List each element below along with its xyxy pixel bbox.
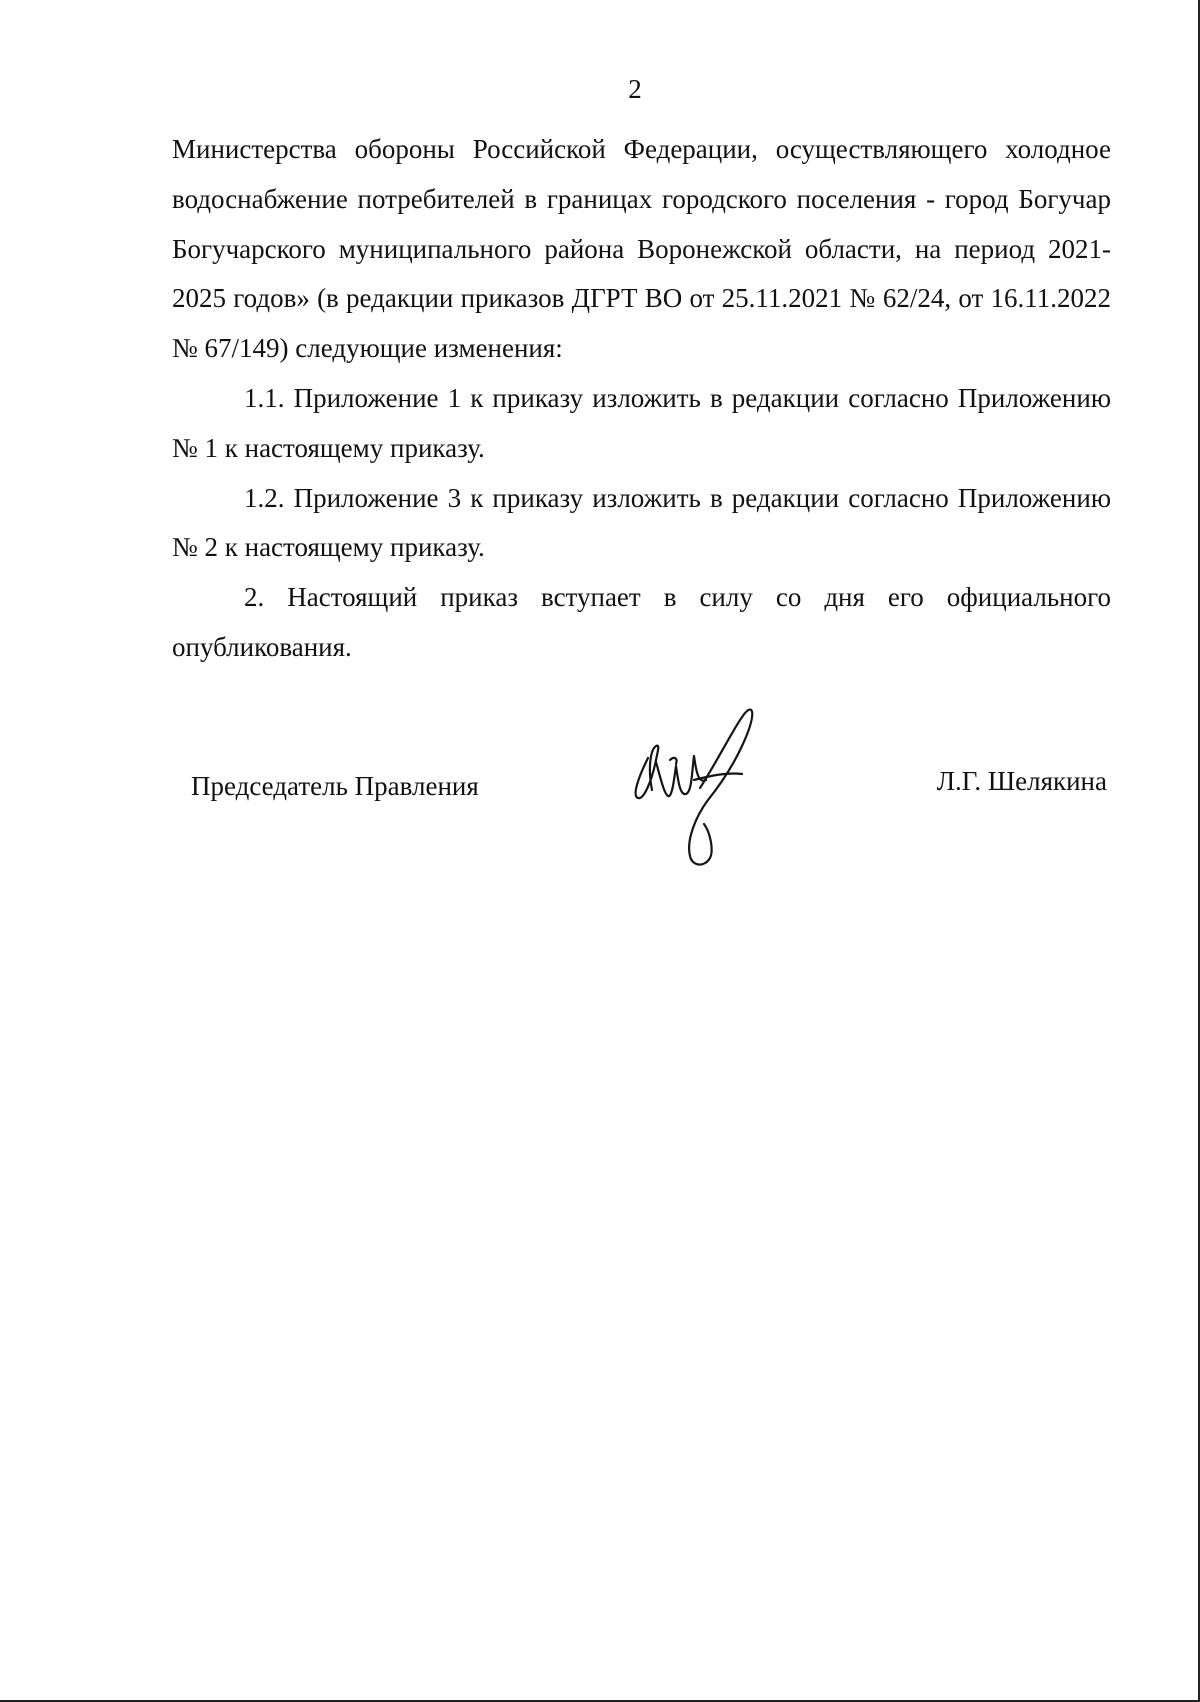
signatory-position: Председатель Правления — [191, 771, 479, 801]
paragraph-item-1-2: 1.2. Приложение 3 к приказу изложить в редакции согласно Приложению № 2 к настоящему приказу. — [172, 482, 1111, 563]
paragraph-item-1-1: 1.1. Приложение 1 к приказу изложить в редакции согласно Приложению № 1 к настоящему приказу. — [172, 382, 1111, 463]
signatory-name: Л.Г. Шелякина — [936, 766, 1107, 796]
handwritten-signature — [630, 700, 780, 870]
page-number: 2 — [628, 74, 642, 104]
document-body — [172, 125, 1111, 673]
paragraph-item-2: 2. Настоящий приказ вступает в силу со дня его официального опубликования. — [172, 582, 1111, 662]
paragraph-continuation: Министерства обороны Российской Федерации, осуществляющего холодное водоснабжение потребителей в границах городского поселения - город Богучар Богучарского муниципального района Воронежской области, на период 2021-2025 годов» (в редакции приказов ДГРТ ВО от 25.11.2021 № 62/24, от 16.11.2022 № 67/149) следующие изменения: — [172, 134, 1111, 364]
